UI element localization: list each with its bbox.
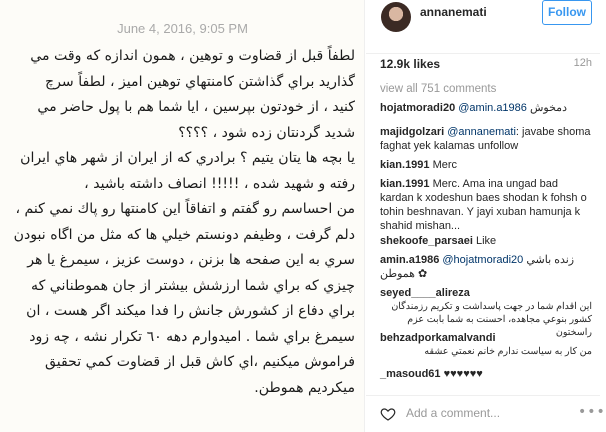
note-line: براي دفاع از كشورش جانش را فدا ميكند اگر هست ، ان — [26, 303, 355, 319]
add-comment-input[interactable]: Add a comment... — [406, 406, 501, 420]
comment-item — [380, 158, 592, 172]
note-line: فراموش ميكنيم ،اي كاش قبل از قضاوت كمي تحقيق — [45, 354, 355, 370]
comment-text: اين اقدام شما در جهت پاسداشت و تكريم رزمندگان كشور بنوعي مجاهده، احسنت به شما بابت عزم راسختون — [391, 301, 592, 338]
note-line: ميكرديم هموطن. — [254, 379, 355, 396]
comment-text: Merc. Ama ina ungad bad kardan k xodeshun baes shodan k fohsh o tohin beshnavan. Y jayi xuban hamunja k shahid mishan... — [380, 178, 587, 232]
comment-item — [380, 367, 592, 381]
post-sidebar — [366, 0, 606, 432]
note-line: سري به اين صفحه ها بزنن ، دوست عزيز ، سيمرغ يا هر — [27, 252, 355, 268]
comment-username[interactable]: amin.a1986 — [380, 254, 440, 266]
note-line: يا بچه ها يتان يتيم ؟ برادري كه از ايران از شهر هاي ايران — [20, 150, 355, 166]
comment-username[interactable]: shekoofe_parsaei — [380, 235, 473, 247]
comment-text: ♥♥♥♥♥♥ — [443, 368, 483, 380]
note-line: شديد گردنتان زده شود ، ؟؟؟؟ — [178, 124, 355, 141]
comment-mention[interactable]: @annanemati — [447, 126, 516, 138]
comment-item — [380, 234, 592, 248]
follow-button[interactable]: Follow — [542, 0, 592, 25]
comment-username[interactable]: hojatmoradi20 — [380, 102, 456, 114]
post-age: 12h — [573, 57, 592, 69]
note-line: دلم گرفت ، وظيفم دونستم خيلي ها كه مثل من اگاه نبودن — [13, 226, 355, 243]
comment-text: Like — [476, 235, 497, 247]
comment-username[interactable]: seyed____alireza — [380, 287, 470, 299]
post-author-username[interactable]: annanemati — [420, 5, 487, 19]
note-line: گذاريد براي گذاشتن كامنتهاي توهين اميز ، لطفاً سرچ — [45, 73, 355, 90]
comment-mention[interactable]: @hojatmoradi20 — [442, 254, 524, 266]
comment-item — [380, 177, 592, 233]
view-all-comments-link[interactable]: view all 751 comments — [380, 83, 497, 95]
heart-icon[interactable] — [380, 406, 396, 422]
avatar[interactable] — [381, 2, 411, 32]
note-date: June 4, 2016, 9:05 PM — [117, 21, 248, 36]
comment-text: من كار به سياست ندارم خانم نعمتي عشقه — [424, 346, 592, 357]
likes-row — [380, 56, 592, 74]
likes-count[interactable]: 12.9k likes — [380, 57, 441, 71]
comment-text: : javabe shoma faghat yek kalamas unfollow — [380, 126, 591, 152]
comment-username[interactable]: kian.1991 — [380, 178, 430, 190]
note-line: رفته و شهيد شده ، !!!!! انصاف داشته باشيد ، — [84, 175, 355, 192]
note-line: كنيد ، از خودتون بپرسين ، ايا شما هم با پول حاضر مي — [37, 99, 355, 115]
comment-item — [380, 331, 592, 358]
note-line: چيزي كه براي شما ارزشش بيشتر از جان هموطناني كه — [31, 277, 355, 294]
comment-text: دمخوش — [529, 102, 567, 114]
comment-username[interactable]: behzadporkamalvandi — [380, 332, 496, 344]
comment-mention[interactable]: @amin.a1986 — [458, 102, 527, 114]
more-options-icon[interactable]: ••• — [578, 404, 606, 420]
comment-text: زنده باشي هموطن ✿ — [380, 254, 575, 280]
comment-item — [380, 101, 592, 115]
comment-username[interactable]: kian.1991 — [380, 159, 430, 171]
note-line: من احساسم رو گفتم و اتفاقاً اين كامنتها رو پاك نمي كنم ، — [15, 201, 355, 217]
note-line: سيمرغ براي شما . اميدوارم دهه ٦٠ تكرار نشه ، چه زود — [29, 328, 355, 345]
note-line: لطفاً قبل از قضاوت و توهين ، همون اندازه كه وقت مي — [30, 48, 355, 64]
comment-text: Merc — [432, 159, 458, 171]
comment-bar — [366, 395, 606, 432]
comment-username[interactable]: majidgolzari — [380, 126, 445, 138]
post-header — [366, 0, 600, 54]
comment-item — [380, 253, 592, 281]
comment-item — [380, 125, 592, 153]
comment-username[interactable]: _masoud61 — [380, 368, 441, 380]
note-text — [14, 44, 355, 401]
